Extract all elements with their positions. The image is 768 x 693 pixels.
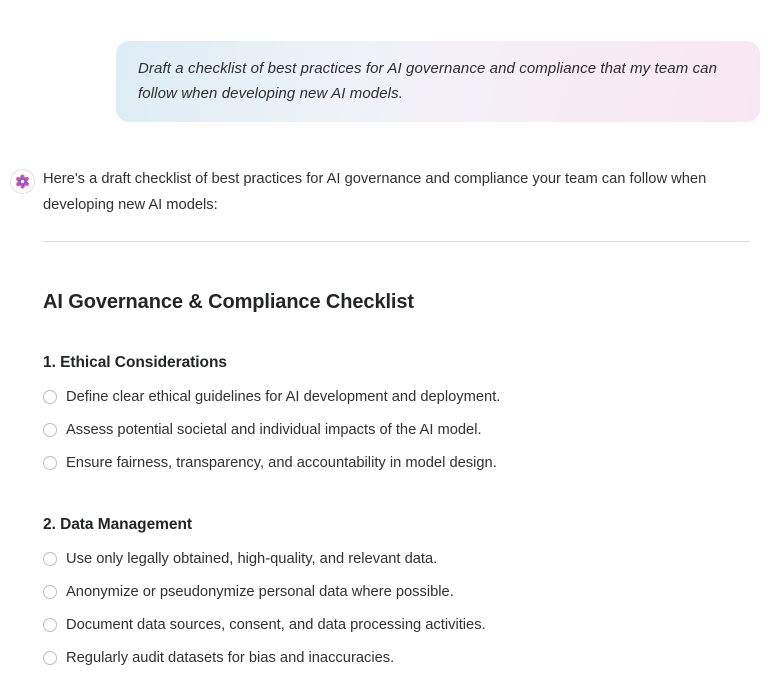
user-message-bubble [116, 41, 760, 122]
document-title: AI Governance & Compliance Checklist [43, 291, 414, 313]
assistant-message-turn [0, 166, 768, 669]
checkbox-circle-icon[interactable] [43, 390, 57, 404]
checklist-items [43, 387, 750, 474]
checklist-items [43, 549, 750, 669]
ai-sparkle-flower-icon [10, 169, 35, 194]
checklist-section [43, 352, 750, 474]
checklist-document [0, 289, 768, 669]
checkbox-circle-icon[interactable] [43, 423, 57, 437]
user-message-turn [116, 41, 760, 122]
checklist-item[interactable] [43, 420, 750, 441]
section-heading: 1. Ethical Considerations [43, 354, 227, 371]
checklist-item-label: Ensure fairness, transparency, and accountability in model design. [66, 455, 497, 471]
checklist-item-label: Anonymize or pseudonymize personal data where possible. [66, 584, 454, 600]
checklist-item[interactable] [43, 549, 750, 570]
checklist-item[interactable] [43, 453, 750, 474]
checklist-item[interactable] [43, 615, 750, 636]
user-message-text: Draft a checklist of best practices for AI governance and compliance that my team can follow when developing new AI models. [138, 60, 718, 102]
checklist-item-label: Regularly audit datasets for bias and inaccuracies. [66, 650, 395, 666]
checkbox-circle-icon[interactable] [43, 585, 57, 599]
assistant-header [0, 166, 768, 218]
checkbox-circle-icon[interactable] [43, 651, 57, 665]
checklist-item-label: Document data sources, consent, and data processing activities. [66, 617, 486, 633]
checklist-item-label: Define clear ethical guidelines for AI development and deployment. [66, 389, 501, 405]
checkbox-circle-icon[interactable] [43, 456, 57, 470]
section-heading: 2. Data Management [43, 516, 192, 533]
checklist-item-label: Assess potential societal and individual impacts of the AI model. [66, 422, 482, 438]
assistant-intro-text: Here's a draft checklist of best practices for AI governance and compliance your team can follow when developing new AI models: [43, 171, 707, 213]
checklist-item[interactable] [43, 387, 750, 408]
checklist-item[interactable] [43, 582, 750, 603]
checkbox-circle-icon[interactable] [43, 552, 57, 566]
content-divider [43, 241, 750, 242]
checklist-section [43, 514, 750, 669]
checklist-item-label: Use only legally obtained, high-quality, and relevant data. [66, 551, 438, 567]
checkbox-circle-icon[interactable] [43, 618, 57, 632]
checklist-item[interactable] [43, 648, 750, 669]
